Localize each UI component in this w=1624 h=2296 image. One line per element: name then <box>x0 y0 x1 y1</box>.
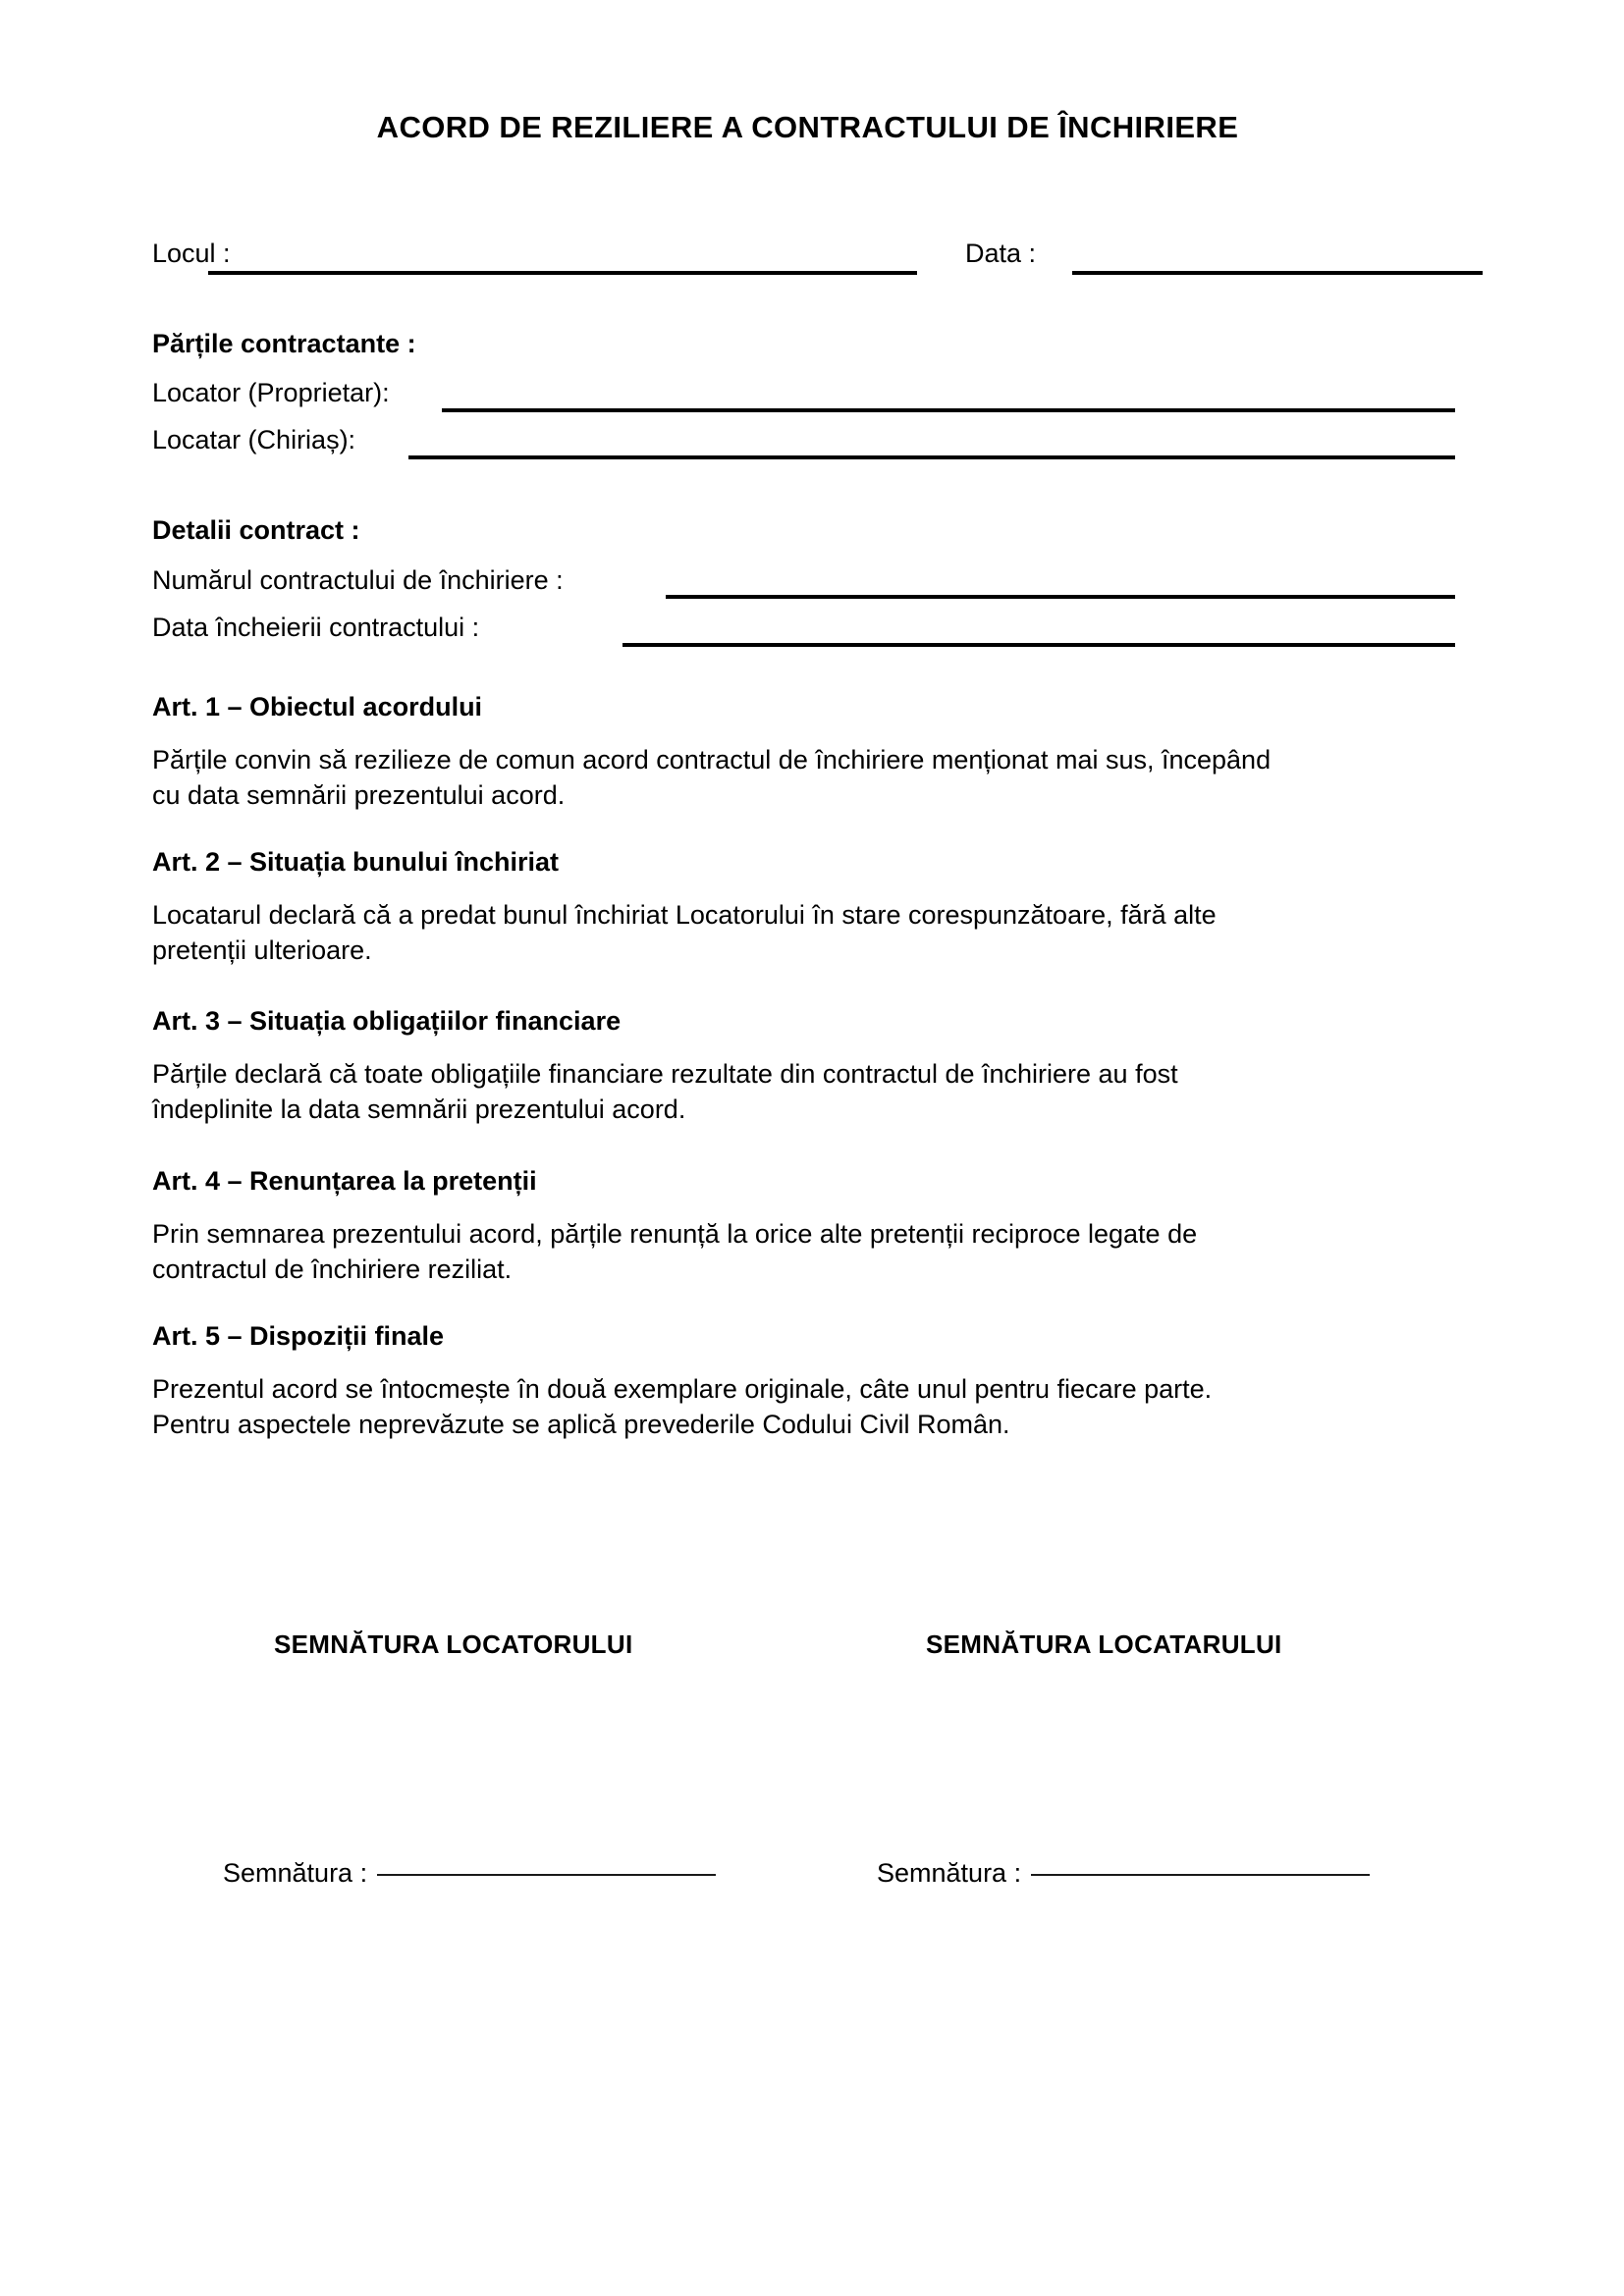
contract-date-row <box>152 612 479 643</box>
article-5-line-1: Prezentul acord se întocmește în două exemplare originale, câte unul pentru fiecare parte. <box>152 1374 1213 1404</box>
article-3-body <box>152 1057 1468 1127</box>
place-label: Locul : <box>152 239 231 268</box>
article-2-body <box>152 898 1468 968</box>
tenant-signature-heading: SEMNĂTURA LOCATARULUI <box>926 1629 1282 1659</box>
article-5-body <box>152 1372 1468 1442</box>
landlord-signature-heading: SEMNĂTURA LOCATORULUI <box>274 1629 633 1659</box>
page-title: ACORD DE REZILIERE A CONTRACTULUI DE ÎNCHIRIERE <box>376 110 1239 144</box>
article-3-line-2: îndeplinite la data semnării prezentului acord. <box>152 1094 686 1124</box>
landlord-field-row <box>152 377 390 408</box>
contract-number-label: Numărul contractului de închiriere : <box>152 565 564 595</box>
tenant-field-row <box>152 424 355 455</box>
contract-date-label: Data încheierii contractului : <box>152 613 480 642</box>
landlord-signature-label: Semnătura : <box>223 1858 368 1888</box>
date-field-row <box>965 238 1036 269</box>
article-2-line-2: pretenții ulterioare. <box>152 934 372 965</box>
article-4-body <box>152 1217 1468 1287</box>
article-4-heading: Art. 4 – Renunțarea la pretenții <box>152 1166 537 1196</box>
landlord-signature-input[interactable] <box>377 1874 716 1876</box>
place-input-rule[interactable] <box>208 271 917 275</box>
tenant-signature-row <box>877 1858 1370 1889</box>
contract-details-heading: Detalii contract : <box>152 515 360 545</box>
tenant-label: Locatar (Chiriaș): <box>152 425 356 454</box>
article-1-heading: Art. 1 – Obiectul acordului <box>152 692 483 721</box>
article-3-line-1: Părțile declară că toate obligațiile financiare rezultate din contractul de închiriere au fost <box>152 1059 1178 1089</box>
date-input-rule[interactable] <box>1072 271 1483 275</box>
contract-number-input-rule[interactable] <box>666 595 1455 599</box>
date-label: Data : <box>965 239 1037 268</box>
article-4-line-1: Prin semnarea prezentului acord, părțile renunță la orice alte pretenții reciproce legate de <box>152 1219 1198 1249</box>
place-field-row <box>152 238 231 269</box>
article-5-line-2: Pentru aspectele neprevăzute se aplică prevederile Codului Civil Român. <box>152 1409 1010 1439</box>
article-2-heading: Art. 2 – Situația bunului închiriat <box>152 847 560 877</box>
contract-number-row <box>152 564 564 596</box>
landlord-label: Locator (Proprietar): <box>152 378 390 407</box>
landlord-input-rule[interactable] <box>442 408 1455 412</box>
article-2-line-1: Locatarul declară că a predat bunul închiriat Locatorului în stare corespunzătoare, fără alte <box>152 900 1217 930</box>
article-3-heading: Art. 3 – Situația obligațiilor financiare <box>152 1006 622 1036</box>
tenant-signature-input[interactable] <box>1031 1874 1370 1876</box>
contract-date-input-rule[interactable] <box>623 643 1455 647</box>
article-5-heading: Art. 5 – Dispoziții finale <box>152 1321 445 1351</box>
article-1-line-2: cu data semnării prezentului acord. <box>152 779 566 810</box>
tenant-signature-label: Semnătura : <box>877 1858 1022 1888</box>
article-1-body <box>152 743 1468 813</box>
landlord-signature-row <box>223 1858 716 1889</box>
article-4-line-2: contractul de închiriere reziliat. <box>152 1254 513 1284</box>
tenant-input-rule[interactable] <box>408 455 1455 459</box>
parties-heading: Părțile contractante : <box>152 329 416 358</box>
article-1-line-1: Părțile convin să rezilieze de comun acord contractul de închiriere menționat mai sus, începând <box>152 745 1272 774</box>
